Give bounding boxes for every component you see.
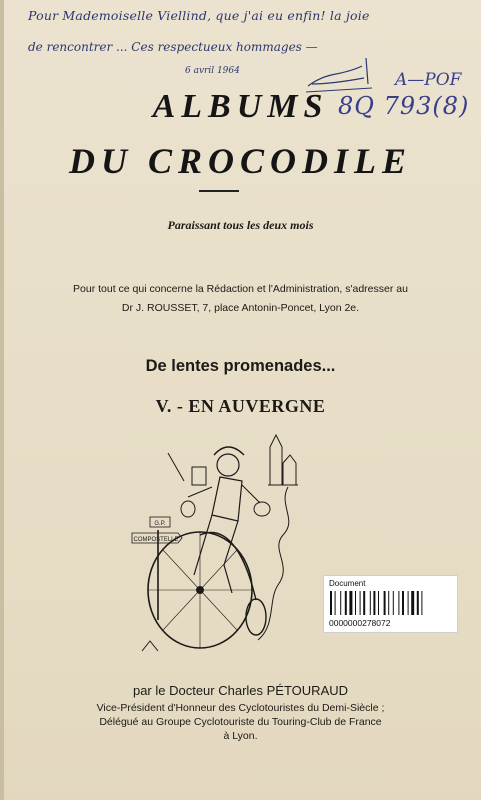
author-role-3: à Lyon. [223,730,258,742]
library-barcode-label [323,575,458,633]
title-line-1: ALBUMS [152,88,329,125]
cyclist-illustration [128,425,328,660]
barcode-icon [330,591,452,615]
sign-bottom-label: COMPOSTELLE [133,537,179,543]
shelfmark-main: 8Q 793(8) [338,92,470,120]
author-role-1: Vice-Président d'Honneur des Cyclotouristes du Demi-Siècle ; [96,702,385,714]
subtitle: Paraissant tous les deux mois [167,218,314,232]
address-line-1: Pour tout ce qui concerne la Rédaction et l'Administration, s'adresser au [73,283,408,295]
barcode-number: 0000000278072 [329,618,391,628]
dedication-line-1: Pour Mademoiselle Viellind, que j'ai eu enfin! la joie [28,8,370,23]
author-role-2: Délégué au Groupe Cyclotouriste du Touring-Club de France [99,716,382,728]
address-line-2: Dr J. ROUSSET, 7, place Antonin-Poncet, Lyon 2e. [121,302,360,314]
barcode-title: Document [329,579,366,588]
sign-top-label: G.P. [154,521,166,527]
dedication-line-2: de rencontrer ... Ces respectueux hommages — [28,40,318,54]
title-divider [199,190,239,192]
section-heading: De lentes promenades... [145,357,336,375]
chapter-title: V. - EN AUVERGNE [155,396,326,416]
author-line: par le Docteur Charles PÉTOURAUD [132,683,349,698]
dedication-date: 6 avril 1964 [185,66,240,76]
shelfmark-top: A—POF [395,70,462,90]
title-line-2: DU CROCODILE [68,141,413,181]
